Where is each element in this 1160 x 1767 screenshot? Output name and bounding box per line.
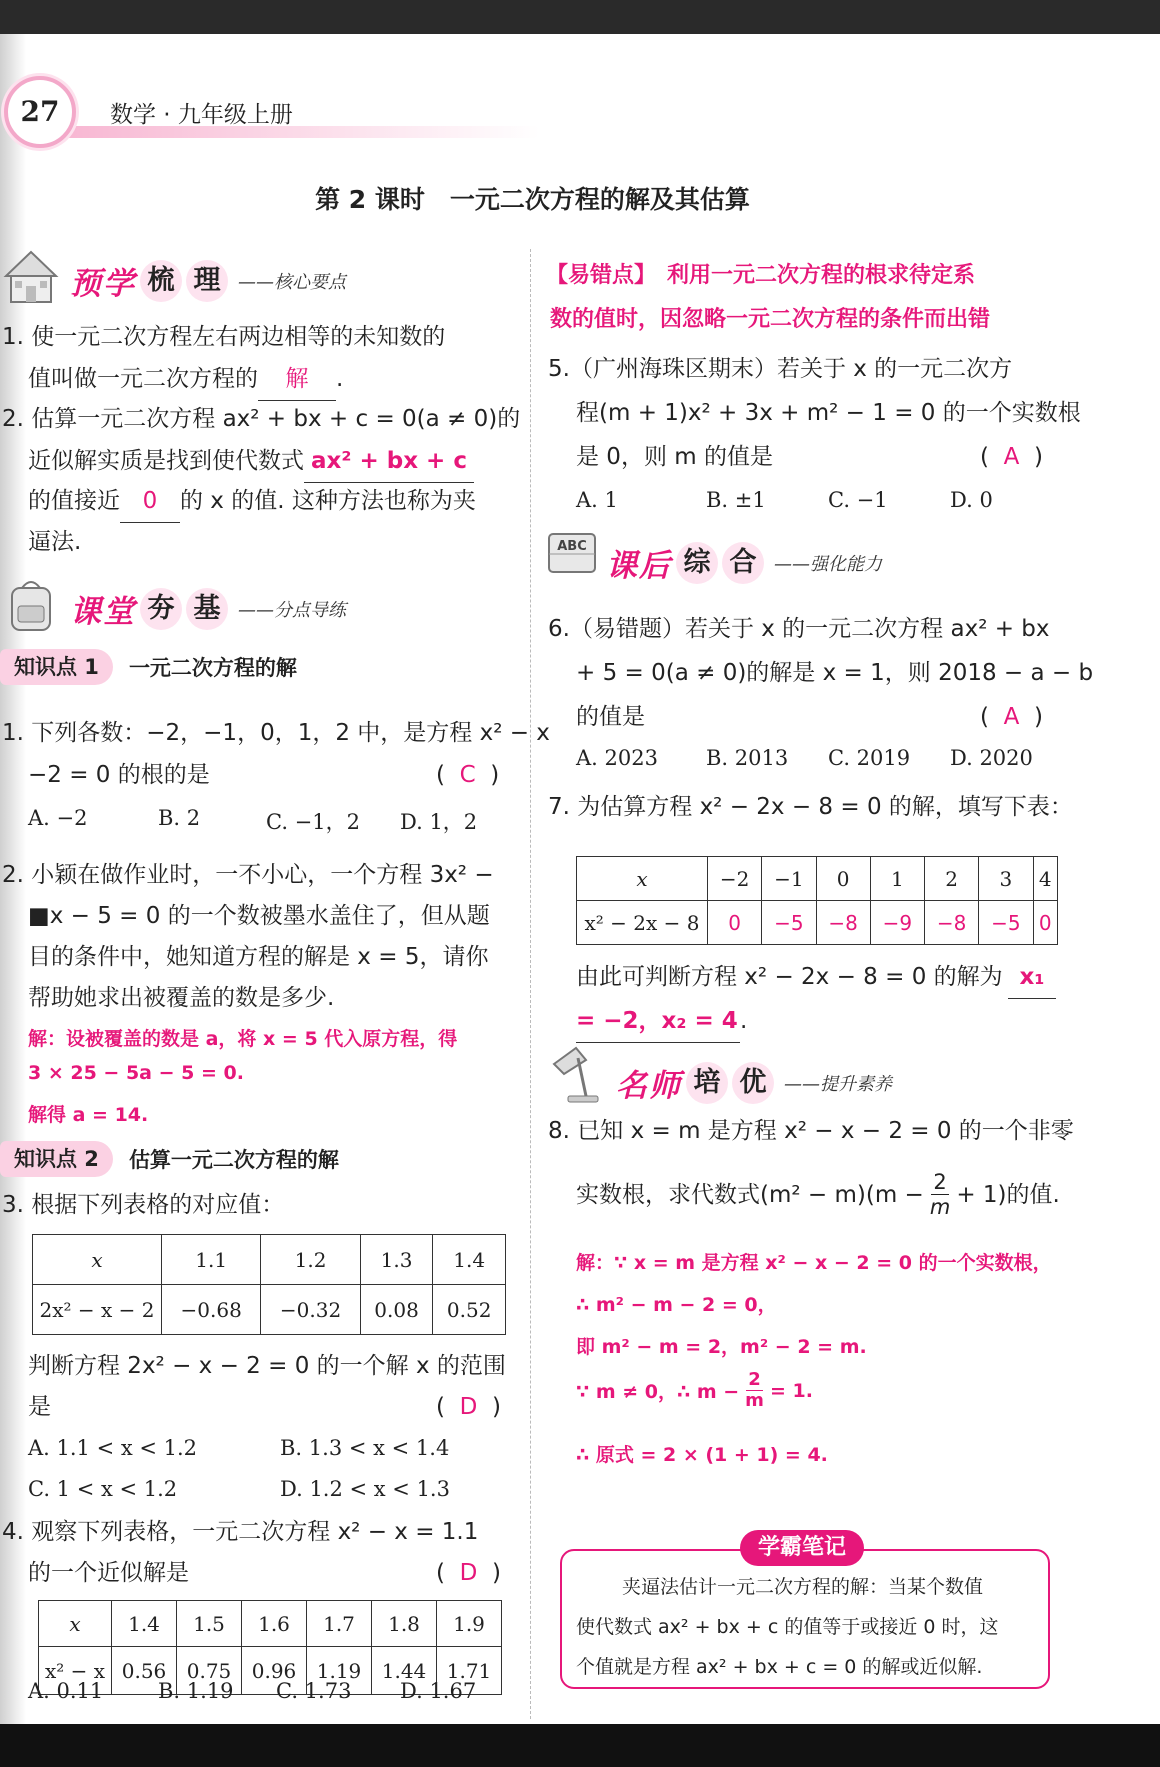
q3-option-b: B. 1.3 < x < 1.4 (280, 1436, 450, 1460)
section-classroom (70, 586, 346, 631)
q1-option-d: D. 1，2 (400, 810, 478, 834)
section-char: 理 (186, 260, 228, 302)
section-char: 梳 (140, 260, 182, 302)
table-cell: 3 (979, 857, 1033, 901)
table-cell: 1.44 (372, 1647, 437, 1695)
q6-option-a: A. 2023 (576, 746, 658, 770)
textbook-page (0, 34, 1160, 1724)
table-cell: x (39, 1601, 112, 1647)
preview-item-2-line4: 逼法. (28, 529, 82, 555)
text: 近似解实质是找到使代数式 (28, 448, 304, 474)
q2-solution-1: 解：设被覆盖的数是 a，将 x = 5 代入原方程，得 (28, 1028, 458, 1050)
table-cell: 4 (1033, 857, 1058, 901)
answer-blank: x₁ (1008, 956, 1056, 999)
answer-blank: = −2，x₂ = 4 (576, 1000, 740, 1043)
table-cell: 0.96 (242, 1647, 307, 1695)
q4-option-b: B. 1.19 (158, 1679, 234, 1703)
q4-line1: 4. 观察下列表格，一元二次方程 x² − x = 1.1 (2, 1519, 479, 1545)
section-char: 后 (639, 548, 672, 584)
q5-option-c: C. −1 (828, 488, 888, 512)
fraction-numerator: 2 (933, 1170, 947, 1194)
q6-option-b: B. 2013 (706, 746, 789, 770)
text: 实数根，求代数式(m² − m)(m − (576, 1181, 924, 1208)
note-line2: 使代数式 ax² + bx + c 的值等于或接近 0 时，这 (576, 1616, 999, 1638)
table-cell: 1.71 (437, 1647, 502, 1695)
table-cell: 1.9 (437, 1601, 502, 1647)
q3-option-a: A. 1.1 < x < 1.2 (28, 1436, 198, 1460)
table-answer-cell: −5 (762, 901, 816, 945)
table-cell: 1.8 (372, 1601, 437, 1647)
table-cell: 1 (870, 857, 924, 901)
knowledge-point-2 (0, 1140, 339, 1178)
knowledge-text: 一元二次方程的解 (128, 656, 297, 680)
paren: ) (491, 1394, 501, 1420)
text: = 1. (769, 1379, 813, 1402)
q8-solution-1: 解：∵ x = m 是方程 x² − x − 2 = 0 的一个实数根， (576, 1252, 1052, 1274)
table-cell: −1 (762, 857, 816, 901)
table-cell: 0.08 (360, 1285, 433, 1335)
text: ∵ m ≠ 0，∴ m − (576, 1381, 740, 1403)
table-cell: x (33, 1235, 162, 1285)
q5-answer (980, 436, 1043, 478)
q1-option-c: C. −1，2 (266, 810, 360, 834)
q8-solution-4 (576, 1370, 813, 1411)
q6-answer (980, 696, 1043, 738)
q5-option-a: A. 1 (576, 488, 618, 512)
answer: A (1003, 704, 1020, 730)
table-answer-cell: 0 (1033, 901, 1058, 945)
table-cell: −0.68 (162, 1285, 261, 1335)
section-char: 课 (70, 594, 103, 630)
section-char: 学 (103, 266, 136, 302)
preview-item-2-line2 (28, 440, 474, 483)
q2-line4: 帮助她求出被覆盖的数是多少. (28, 985, 335, 1011)
fraction (745, 1370, 764, 1411)
backpack-icon (2, 574, 60, 634)
table-answer-cell: −8 (925, 901, 979, 945)
q6-line3: 的值是 (576, 704, 645, 730)
section-char: 基 (186, 588, 228, 630)
lesson-title: 第 2 课时 一元二次方程的解及其估算 (315, 185, 750, 214)
knowledge-text: 估算一元二次方程的解 (128, 1148, 339, 1172)
error-point-line2: 数的值时，因忽略一元二次方程的条件而出错 (550, 307, 991, 332)
q2-solution-3: 解得 a = 14. (28, 1104, 149, 1126)
table-cell: x² − 2x − 8 (577, 901, 708, 945)
q3-line2: 判断方程 2x² − x − 2 = 0 的一个解 x 的范围 (28, 1353, 506, 1379)
q3-line3: 是 (28, 1394, 51, 1420)
paren: ( (436, 1394, 445, 1420)
q7-blank2-line (576, 1000, 747, 1043)
house-icon (2, 246, 60, 306)
q4-answer (436, 1552, 501, 1594)
section-char: 合 (722, 542, 764, 584)
fraction-denominator: m (929, 1195, 951, 1219)
q1-option-a: A. −2 (28, 806, 88, 830)
table-cell: 1.6 (242, 1601, 307, 1647)
q8-line1: 8. 已知 x = m 是方程 x² − x − 2 = 0 的一个非零 (548, 1118, 1074, 1144)
fraction-numerator: 2 (748, 1369, 761, 1390)
q1-option-b: B. 2 (158, 806, 201, 830)
error-point-line1: 【易错点】 利用一元二次方程的根求待定系 (546, 263, 976, 288)
answer-blank: 解 (258, 358, 336, 401)
section-char: 预 (70, 266, 103, 302)
text: 的 x 的值. 这种方法也称为夹 (180, 488, 476, 514)
q3-option-d: D. 1.2 < x < 1.3 (280, 1477, 450, 1501)
q8-solution-3: 即 m² − m = 2，m² − 2 = m. (576, 1336, 867, 1358)
fraction-denominator: m (745, 1390, 764, 1411)
q5-option-b: B. ±1 (706, 488, 766, 512)
table-cell: 1.1 (162, 1235, 261, 1285)
answer: C (459, 762, 476, 788)
q8-line2 (576, 1170, 1060, 1219)
abc-book-icon (546, 530, 598, 578)
table-answer-cell: −9 (870, 901, 924, 945)
q2-line2: ■x − 5 = 0 的一个数被墨水盖住了，但从题 (28, 903, 490, 929)
table-answer-cell: −8 (816, 901, 870, 945)
text: 的值接近 (28, 488, 120, 514)
q7-table (576, 856, 1058, 945)
knowledge-tag: 知识点 1 (0, 649, 113, 685)
fraction (930, 1170, 950, 1219)
preview-item-1-line2 (28, 358, 343, 401)
q3-answer (436, 1386, 501, 1428)
table-cell: −2 (708, 857, 762, 901)
paren: ( (436, 1560, 445, 1586)
study-note-tag: 学霸笔记 (740, 1530, 864, 1566)
q3-line1: 3. 根据下列表格的对应值： (2, 1192, 285, 1218)
section-subtitle: ——强化能力 (774, 553, 882, 575)
note-line3: 个值就是方程 ax² + bx + c = 0 的解或近似解. (576, 1656, 983, 1678)
q6-option-d: D. 2020 (950, 746, 1033, 770)
q7-line2: 由此可判断方程 x² − 2x − 8 = 0 的解为 (576, 964, 1003, 990)
section-subtitle: ——提升素养 (784, 1073, 892, 1095)
table-cell: 0.52 (433, 1285, 506, 1335)
table-cell: 1.2 (261, 1235, 360, 1285)
paren: ) (1033, 444, 1043, 470)
column-divider (530, 249, 531, 1719)
table-cell: 1.19 (307, 1647, 372, 1695)
section-char: 课 (606, 548, 639, 584)
section-char: 夯 (140, 588, 182, 630)
table-answer-cell: −5 (979, 901, 1033, 945)
section-char: 名 (616, 1068, 649, 1104)
section-after-class (606, 540, 882, 585)
note-line1: 夹逼法估计一元二次方程的解：当某个数值 (622, 1576, 984, 1598)
q6-line1: 6.（易错题）若关于 x 的一元二次方程 ax² + bx (548, 616, 1050, 642)
q8-solution-2: ∴ m² − m − 2 = 0， (576, 1294, 777, 1316)
section-char: 培 (686, 1062, 728, 1104)
answer: D (459, 1560, 478, 1586)
section-master (616, 1060, 892, 1105)
text: . (336, 366, 344, 392)
q1-line2: −2 = 0 的根的是 (28, 762, 210, 788)
table-cell: 1.5 (177, 1601, 242, 1647)
section-char: 师 (649, 1068, 682, 1104)
book-title: 数学 · 九年级上册 (110, 102, 293, 128)
table-cell: 0.56 (112, 1647, 177, 1695)
text: + 1)的值. (956, 1181, 1060, 1208)
table-answer-cell: 0 (708, 901, 762, 945)
table-cell: 2 (925, 857, 979, 901)
q5-line2: 程(m + 1)x² + 3x + m² − 1 = 0 的一个实数根 (576, 400, 1081, 426)
section-subtitle: ——分点导练 (238, 599, 346, 621)
section-preview (70, 258, 346, 303)
q2-solution-2: 3 × 25 − 5a − 5 = 0. (28, 1062, 244, 1084)
answer: D (459, 1394, 478, 1420)
text: . (740, 1008, 748, 1034)
paren: ) (491, 1560, 501, 1586)
q8-solution-5: ∴ 原式 = 2 × (1 + 1) = 4. (576, 1444, 828, 1466)
paren: ) (490, 762, 500, 788)
preview-item-1-line1: 1. 使一元二次方程左右两边相等的未知数的 (2, 324, 446, 350)
q5-option-d: D. 0 (950, 488, 993, 512)
page-number: 27 (4, 76, 76, 148)
abc-icon-text: ABC (557, 539, 587, 554)
q5-line3: 是 0，则 m 的值是 (576, 444, 773, 470)
q4-line2: 的一个近似解是 (28, 1560, 189, 1586)
knowledge-tag: 知识点 2 (0, 1141, 113, 1177)
paren: ) (1033, 704, 1043, 730)
table-cell: 1.4 (112, 1601, 177, 1647)
q5-line1: 5.（广州海珠区期末）若关于 x 的一元二次方 (548, 356, 1013, 382)
q4-option-d: D. 1.67 (400, 1679, 477, 1703)
q6-option-c: C. 2019 (828, 746, 911, 770)
q4-option-a: A. 0.11 (28, 1679, 104, 1703)
lamp-icon (546, 1042, 604, 1106)
section-subtitle: ——核心要点 (238, 271, 346, 293)
q7-blank1 (1008, 956, 1056, 999)
section-char: 堂 (103, 594, 136, 630)
paren: ( (980, 704, 989, 730)
text: 值叫做一元二次方程的 (28, 366, 258, 392)
preview-item-2-line1: 2. 估算一元二次方程 ax² + bx + c = 0(a ≠ 0)的 (2, 406, 521, 432)
q6-line2: + 5 = 0(a ≠ 0)的解是 x = 1，则 2018 − a − b (576, 660, 1094, 686)
paren: ( (980, 444, 989, 470)
section-char: 优 (732, 1062, 774, 1104)
screen-bottom-edge (0, 1724, 1160, 1767)
q1-line1: 1. 下列各数：−2，−1，0，1，2 中，是方程 x² − x (2, 720, 550, 746)
table-cell: x² − x (39, 1647, 112, 1695)
q2-line1: 2. 小颖在做作业时，一不小心，一个方程 3x² − (2, 862, 494, 888)
preview-item-2-line3 (28, 480, 476, 523)
table-cell: 2x² − x − 2 (33, 1285, 162, 1335)
table-cell: 1.7 (307, 1601, 372, 1647)
answer: A (1003, 444, 1020, 470)
table-cell: 1.4 (433, 1235, 506, 1285)
knowledge-point-1 (0, 648, 297, 686)
answer-blank: ax² + bx + c (304, 440, 474, 483)
q3-option-c: C. 1 < x < 1.2 (28, 1477, 178, 1501)
q3-table (32, 1234, 506, 1335)
table-cell: 0 (816, 857, 870, 901)
paren: ( (436, 762, 445, 788)
section-char: 综 (676, 542, 718, 584)
table-cell: −0.32 (261, 1285, 360, 1335)
q1-answer (436, 754, 499, 796)
answer-blank: 0 (120, 480, 180, 523)
q2-line3: 目的条件中，她知道方程的解是 x = 5，请你 (28, 944, 489, 970)
table-cell: 1.3 (360, 1235, 433, 1285)
table-cell: x (577, 857, 708, 901)
table-cell: 0.75 (177, 1647, 242, 1695)
q7-line1: 7. 为估算方程 x² − 2x − 8 = 0 的解，填写下表： (548, 794, 1073, 820)
q4-option-c: C. 1.73 (276, 1679, 352, 1703)
